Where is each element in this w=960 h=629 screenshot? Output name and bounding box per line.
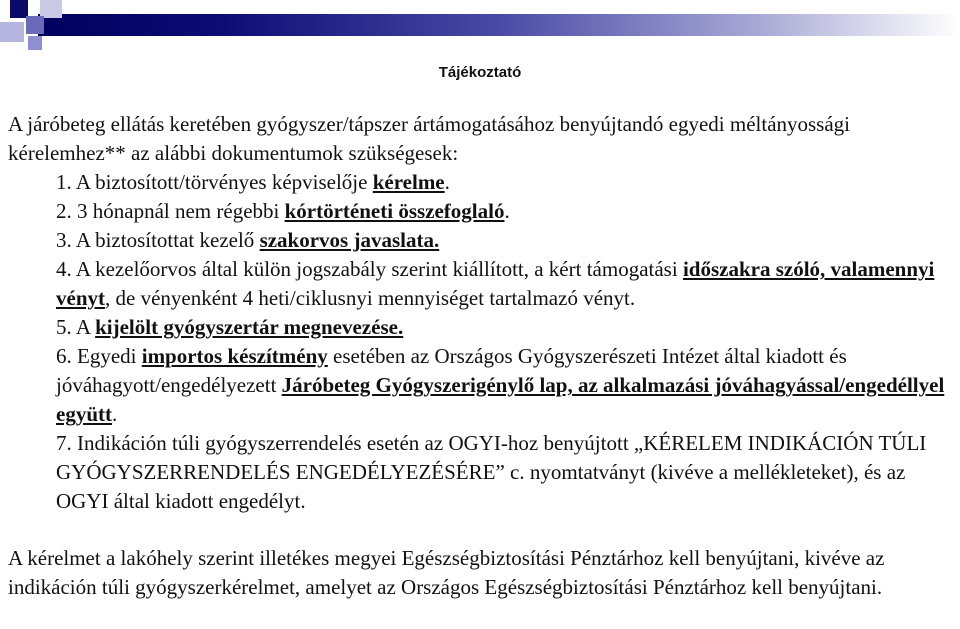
header-decoration [0, 0, 960, 44]
keyword: szakorvos javaslata. [259, 228, 440, 252]
document-body [8, 110, 954, 602]
document-title: Tájékoztató [438, 64, 522, 81]
keyword: kijelölt gyógyszertár megnevezése. [95, 315, 404, 339]
decor-square [26, 16, 44, 34]
keyword: Járóbeteg Gyógyszerigénylő lap, az alkalmazási jóváhagyással/engedéllyel együtt [56, 373, 945, 426]
header-gradient-bar [38, 14, 960, 36]
keyword: importos készítmény [141, 344, 328, 368]
list-item-7: 7. Indikáción túli gyógyszerrendelés esetén az OGYI-hoz benyújtott „KÉRELEM INDIKÁCIÓN TÚLI GYÓGYSZERRENDELÉS ENGEDÉLYEZÉSÉRE” c. nyomtatványt (kivéve a mellékleteket), és az OGYI által kiadott engedélyt. [56, 431, 927, 513]
keyword: kórtörténeti összefoglaló [284, 199, 505, 223]
decor-square [28, 36, 42, 50]
list-item-2: 2. 3 hónapnál nem régebbi kórtörténeti összefoglaló. [56, 199, 510, 223]
list-item-3: 3. A biztosítottat kezelő szakorvos javaslata. [56, 228, 440, 252]
intro-paragraph: A járóbeteg ellátás keretében gyógyszer/tápszer ártámogatásához benyújtandó egyedi méltányossági kérelemhez** az alábbi dokumentumok szükségesek: [8, 112, 851, 165]
keyword: kérelme [372, 170, 445, 194]
closing-paragraph: A kérelmet a lakóhely szerint illetékes megyei Egészségbiztosítási Pénztárhoz kell benyújtani, kivéve az indikáción túli gyógyszerkérelmet, amelyet az Országos Egészségbiztosítási Pénztárhoz kell benyújtani. [8, 546, 885, 599]
list-item-5: 5. A kijelölt gyógyszertár megnevezése. [56, 315, 404, 339]
list-item-4: 4. A kezelőorvos által külön jogszabály szerint kiállított, a kért támogatási időszakra szóló, valamennyi vényt, de vényenként 4 heti/ciklusnyi mennyiséget tartalmazó vényt. [56, 257, 935, 310]
list-item-6: 6. Egyedi importos készítmény esetében az Országos Gyógyszerészeti Intézet által kiadott és jóváhagyott/engedélyezett Járóbeteg Gyógyszerigénylő lap, az alkalmazási jóváhagyással/engedéllyel együtt. [56, 344, 945, 426]
list-item-1: 1. A biztosított/törvényes képviselője kérelme. [56, 170, 450, 194]
paragraph-gap [8, 516, 954, 544]
decor-square [0, 22, 24, 42]
keyword: időszakra szóló, valamennyi vényt [56, 257, 935, 310]
